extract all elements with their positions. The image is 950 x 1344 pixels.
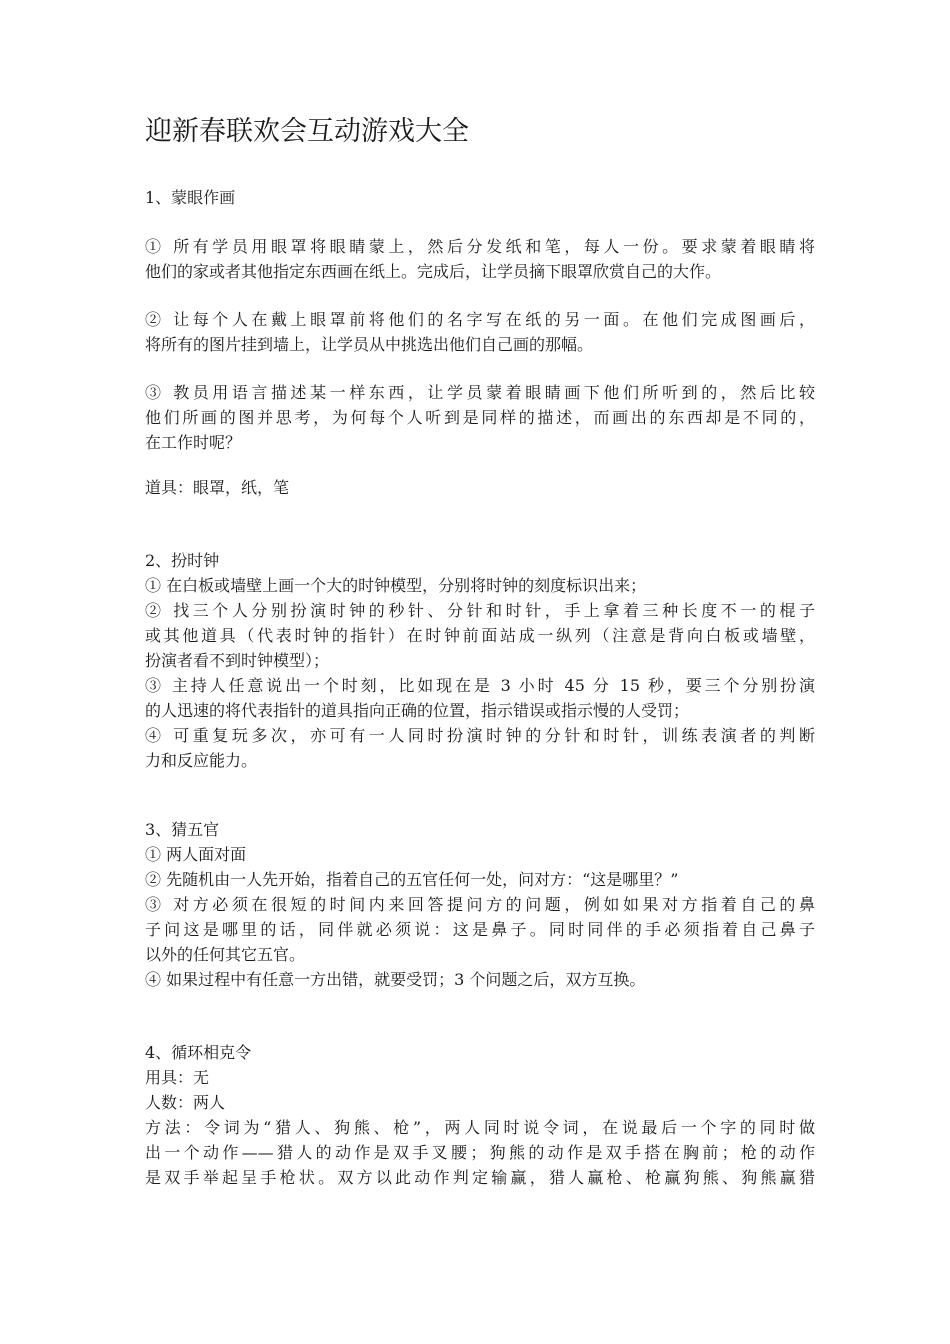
paragraph-line: 力和反应能力。 [145,751,258,770]
section-4-heading: 4、循环相克令 [145,1043,252,1062]
paragraph-line: 是双手举起呈手枪状。双方以此动作判定输赢，猎人赢枪、枪赢狗熊、狗熊赢猎 [145,1168,815,1187]
paragraph-line: ① 在白板或墙壁上画一个大的时钟模型，分别将时钟的刻度标识出来； [145,576,647,595]
paragraph-line: 将所有的图片挂到墙上，让学员从中挑选出他们自己画的那幅。 [145,335,594,354]
section-1-paragraph-1 [145,234,815,284]
paragraph-line: 扮演者看不到时钟模型）； [145,651,330,670]
section-4 [145,1040,815,1190]
paragraph-line: 用具：无 [145,1068,210,1087]
paragraph-line: 在工作时呢？ [145,433,242,452]
section-1-heading: 1、蒙眼作画 [145,188,236,207]
paragraph-line: ③ 对方必须在很短的时间内来回答提问方的问题，例如如果对方指着自己的鼻 [145,895,815,914]
section-1-paragraph-2 [145,307,815,357]
section-3 [145,817,815,992]
paragraph-line: ② 找三个人分别扮演时钟的秒针、分针和时针，手上拿着三种长度不一的棍子 [145,601,815,620]
paragraph-line: 方法：令词为“猎人、狗熊、枪”，两人同时说令词，在说最后一个字的同时做 [145,1118,815,1137]
props-line: 道具：眼罩，纸，笔 [145,478,290,497]
section-1-heading-block [145,185,815,210]
paragraph-line: 子问这是哪里的话，同伴就必须说：这是鼻子。同时同伴的手必须指着自己鼻子 [145,920,815,939]
section-1-props [145,475,815,500]
section-2 [145,548,815,773]
document-title: 迎新春联欢会互动游戏大全 [145,116,469,147]
paragraph-line: 或其他道具（代表时钟的指针）在时钟前面站成一纵列（注意是背向白板或墙壁， [145,626,815,645]
paragraph-line: ③ 主持人任意说出一个时刻，比如现在是 3 小时 45 分 15 秒，要三个分别扮演 [145,676,815,695]
section-1-paragraph-3 [145,380,815,455]
paragraph-line: 的人迅速的将代表指针的道具指向正确的位置，指示错误或指示慢的人受罚； [145,701,690,720]
paragraph-line: 人数：两人 [145,1093,226,1112]
section-3-heading: 3、猜五官 [145,820,220,839]
paragraph-line: 以外的任何其它五官。 [145,945,306,964]
paragraph-line: 出一个动作——猎人的动作是双手叉腰；狗熊的动作是双手搭在胸前；枪的动作 [145,1143,815,1162]
paragraph-line: 他们所画的图并思考，为何每个人听到是同样的描述，而画出的东西却是不同的， [145,408,815,427]
paragraph-line: 他们的家或者其他指定东西画在纸上。完成后，让学员摘下眼罩欣赏自己的大作。 [145,262,722,281]
paragraph-line: ① 两人面对面 [145,845,247,864]
paragraph-line: ② 让每个人在戴上眼罩前将他们的名字写在纸的另一面。在他们完成图画后， [145,310,815,329]
section-2-heading: 2、扮时钟 [145,551,220,570]
paragraph-line: ① 所有学员用眼罩将眼睛蒙上，然后分发纸和笔，每人一份。要求蒙着眼睛将 [145,237,815,256]
paragraph-line: ② 先随机由一人先开始，指着自己的五官任何一处，问对方：“这是哪里？” [145,870,679,889]
paragraph-line: ④ 可重复玩多次，亦可有一人同时扮演时钟的分针和时针，训练表演者的判断 [145,726,815,745]
paragraph-line: ③ 教员用语言描述某一样东西，让学员蒙着眼睛画下他们所听到的，然后比较 [145,383,815,402]
paragraph-line: ④ 如果过程中有任意一方出错，就要受罚；3 个问题之后，双方互换。 [145,970,646,989]
